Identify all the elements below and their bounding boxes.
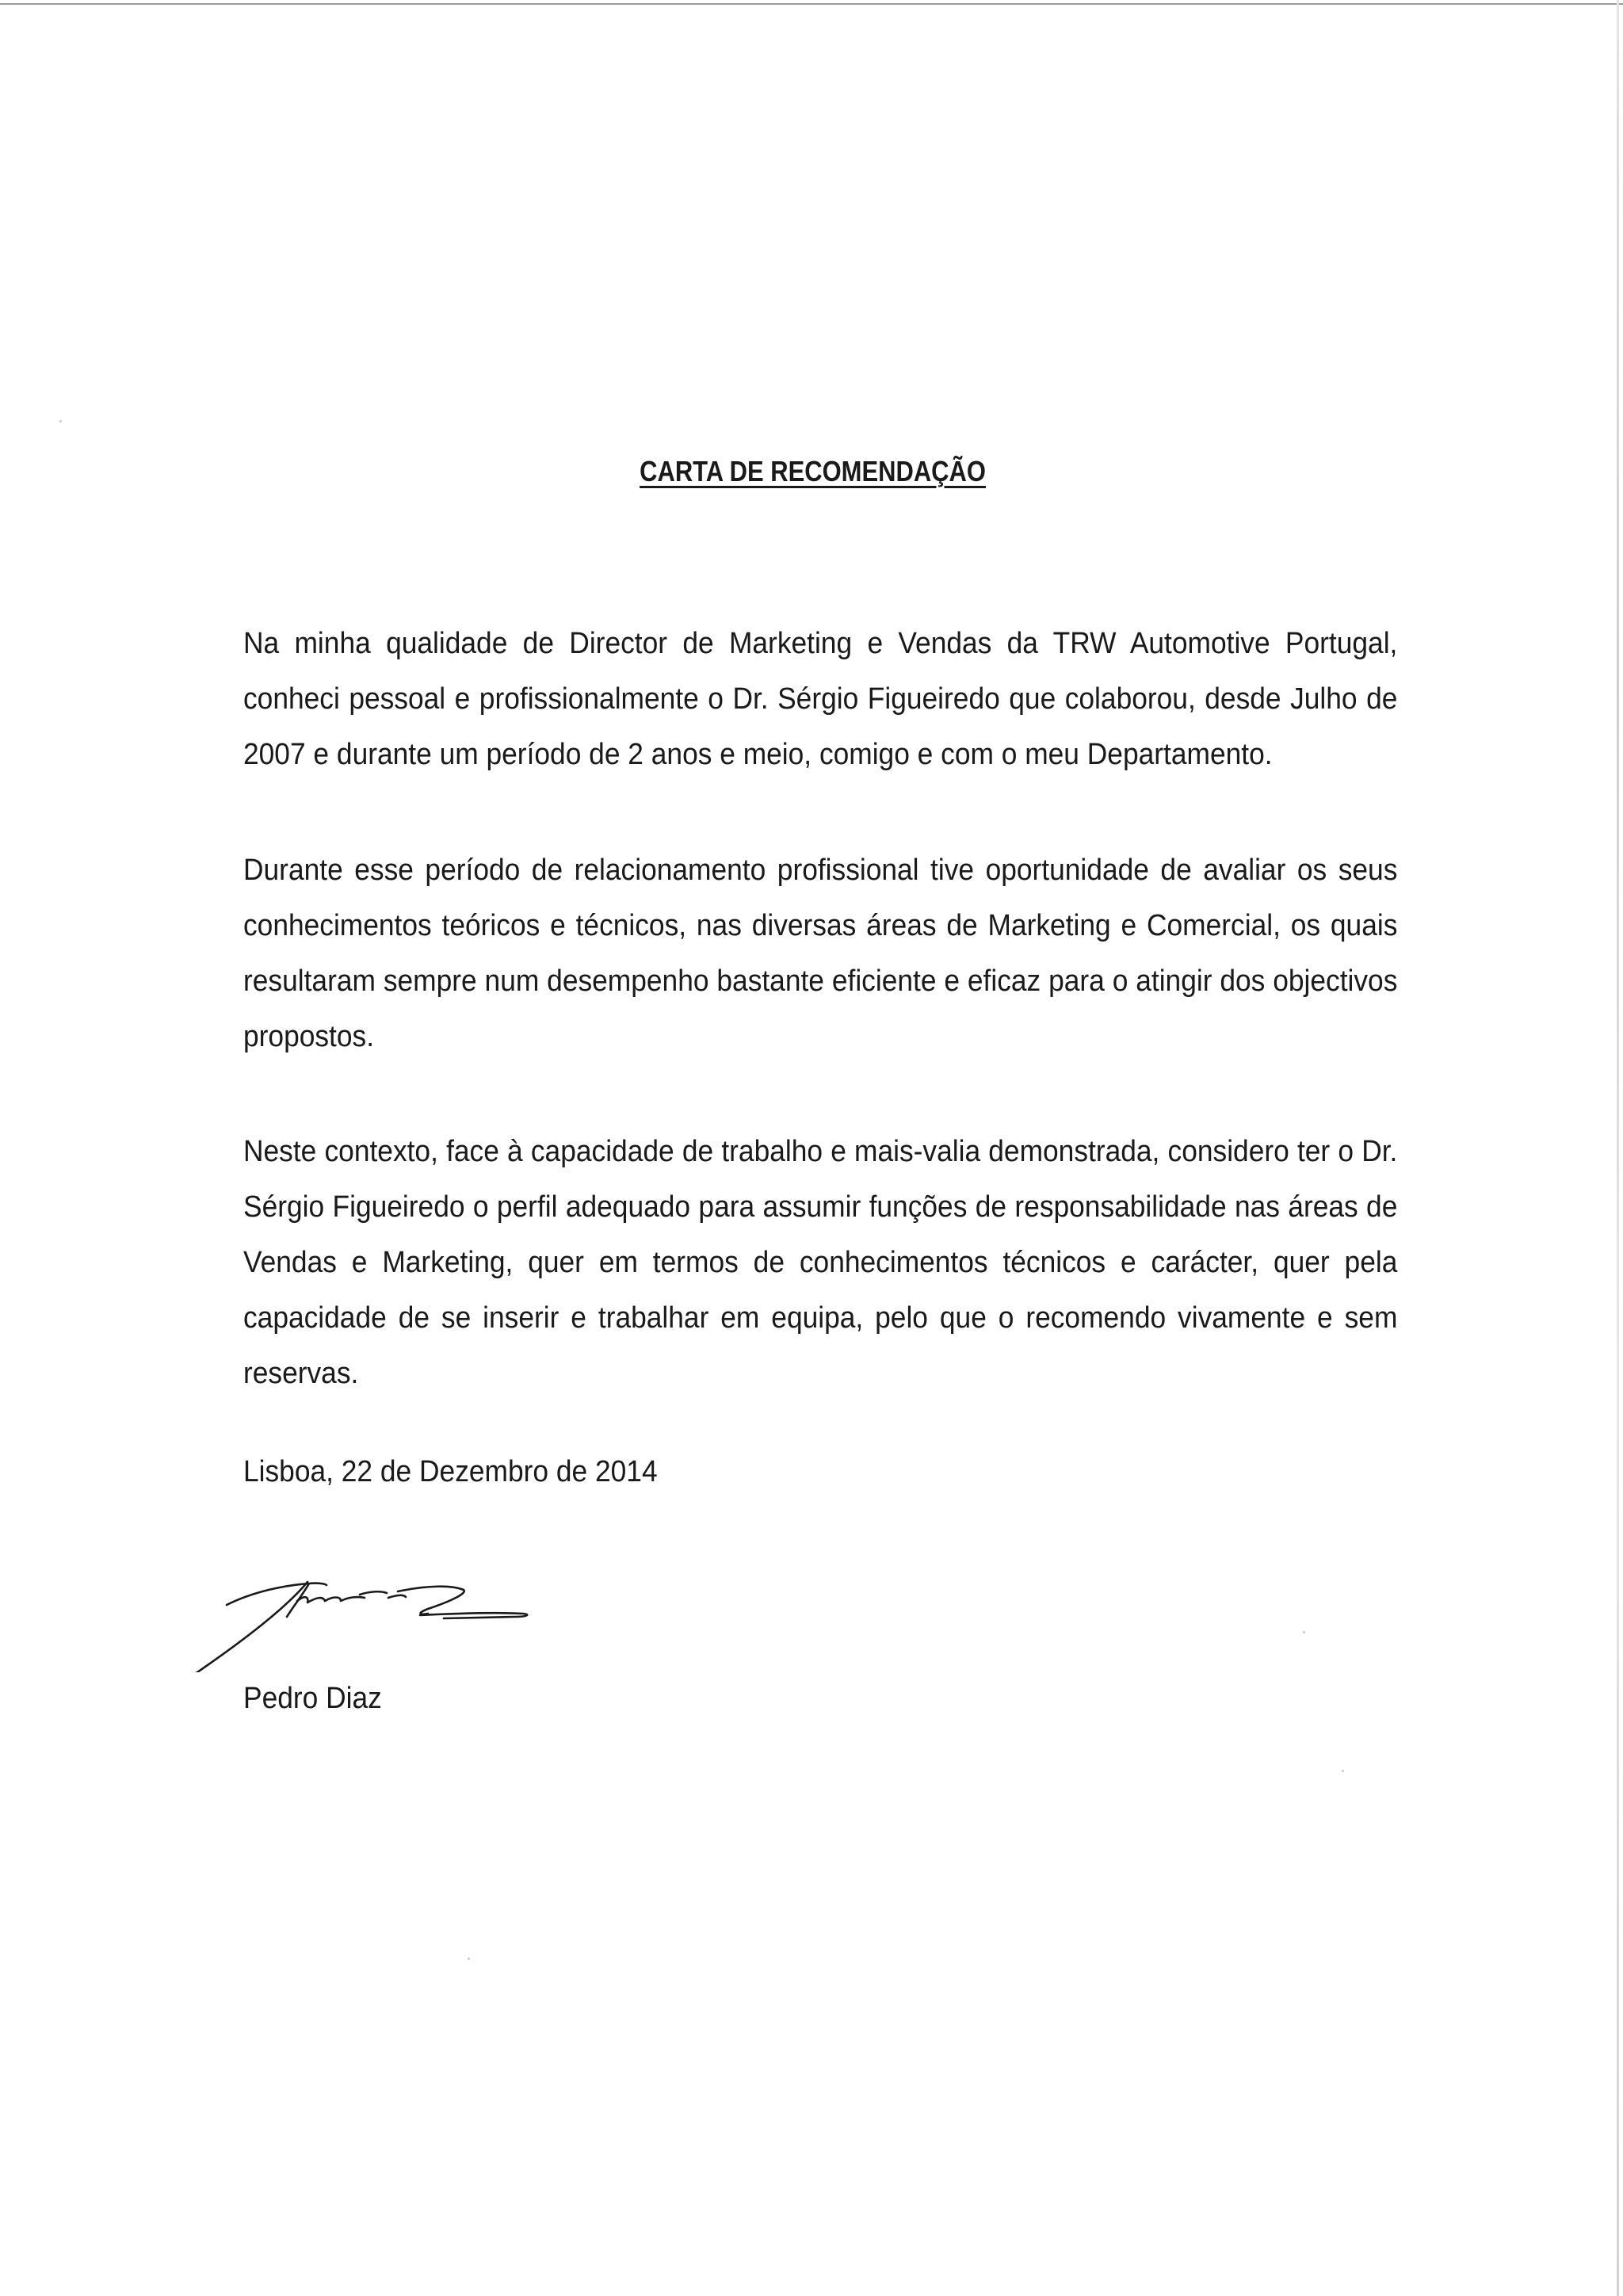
signer-name: Pedro Diaz — [243, 1682, 382, 1715]
paragraph-evaluation: Durante esse período de relacionamento profissional tive oportunidade de avaliar os seus conhecimentos teóricos e técnicos, nas diversas áreas de Marketing e Comercial, os quais resultaram sempre num desempenho bastante eficiente e eficaz para o atingir dos objectivos propostos. — [243, 854, 1398, 1053]
scan-speck — [59, 420, 62, 422]
scan-speck — [1303, 1631, 1305, 1633]
letter-title: CARTA DE RECOMENDAÇÃO — [640, 455, 986, 487]
scan-speck — [1342, 1770, 1344, 1772]
scan-right-edge — [1617, 0, 1619, 2296]
scan-speck — [468, 1958, 470, 1960]
paragraph-intro: Na minha qualidade de Director de Marketing e Vendas da TRW Automotive Portugal, conheci pessoal e profissionalmente o Dr. Sérgio Figueiredo que colaborou, desde Julho de 2007 e durante um período de 2 anos e meio, comigo e com o meu Departamento. — [243, 627, 1398, 771]
place-date: Lisboa, 22 de Dezembro de 2014 — [243, 1455, 658, 1488]
scan-top-edge — [0, 3, 1623, 5]
handwritten-signature — [190, 1553, 555, 1672]
paragraph-recommendation: Neste contexto, face à capacidade de trabalho e mais-valia demonstrada, considero ter o Dr. Sérgio Figueiredo o perfil adequado para assumir funções de responsabilidade nas áreas de Vendas e Marketing, quer em termos de conhecimentos técnicos e carácter, quer pela capacidade de se inserir e trabalhar em equipa, pelo que o recomendo vivamente e sem reservas. — [243, 1135, 1398, 1390]
